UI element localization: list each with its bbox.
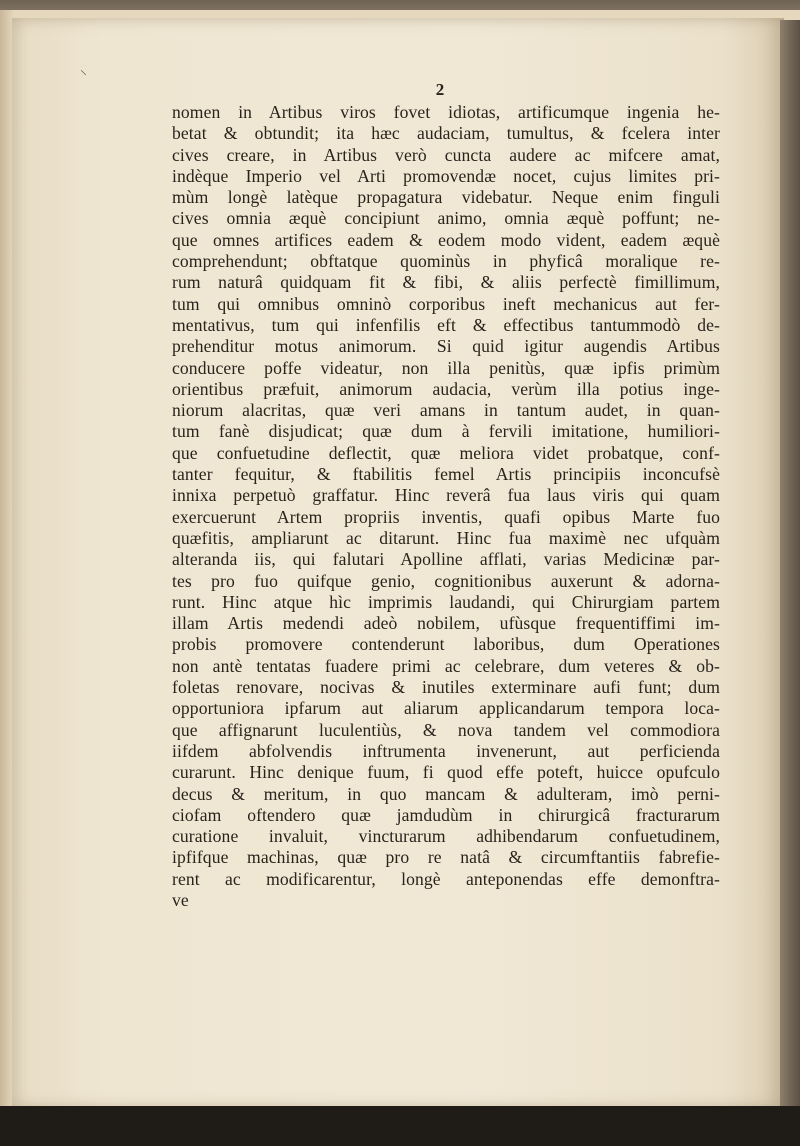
- text-line: tum fanè disjudicat; quæ dum à fervili imitatione, humiliori-: [172, 421, 720, 442]
- text-line: tum qui omnibus omninò corporibus ineft mechanicus aut fer-: [172, 293, 720, 314]
- text-line: rent ac modificarentur, longè anteponendas effe demonftra-: [172, 868, 720, 889]
- text-line: cives creare, in Artibus verò cuncta audere ac mifcere amat,: [172, 144, 720, 165]
- text-line: rum naturâ quidquam fit & fibi, & aliis perfectè fimillimum,: [172, 272, 720, 293]
- text-line: que affignarunt luculentiùs, & nova tandem vel commodiora: [172, 719, 720, 740]
- text-line: que omnes artifices eadem & eodem modo vident, eadem æquè: [172, 229, 720, 250]
- text-line: curatione invaluit, vincturarum adhibendarum confuetudinem,: [172, 826, 720, 847]
- text-line: tes pro fuo quifque genio, cognitionibus auxerunt & adorna-: [172, 570, 720, 591]
- page-gutter-shadow: [780, 20, 800, 1106]
- text-line: conducere poffe videatur, non illa penitùs, quæ ipfis primùm: [172, 357, 720, 378]
- text-line: innixa perpetuò graffatur. Hinc reverâ fua laus viris qui quam: [172, 485, 720, 506]
- text-line: illam Artis medendi adeò nobilem, ufùsque frequentiffimi im-: [172, 613, 720, 634]
- text-line: cives omnia æquè concipiunt animo, omnia æquè poffunt; ne-: [172, 208, 720, 229]
- text-line: orientibus præfuit, animorum audacia, verùm illa potius inge-: [172, 378, 720, 399]
- text-line: comprehendunt; obftatque quominùs in phyficâ moralique re-: [172, 251, 720, 272]
- text-line: non antè tentatas fuadere primi ac celebrare, dum veteres & ob-: [172, 655, 720, 676]
- text-line: iifdem abfolvendis inftrumenta invenerunt, aut perficienda: [172, 740, 720, 761]
- text-line: betat & obtundit; ita hæc audaciam, tumultus, & fcelera inter: [172, 123, 720, 144]
- text-line: decus & meritum, in quo mancam & adulteram, imò perni-: [172, 783, 720, 804]
- text-line: probis promovere contenderunt laboribus, dum Operationes: [172, 634, 720, 655]
- text-line: runt. Hinc atque hìc imprimis laudandi, qui Chirurgiam partem: [172, 591, 720, 612]
- text-line: nomen in Artibus viros fovet idiotas, artificumque ingenia he-: [172, 102, 720, 122]
- text-line: alteranda iis, qui falutari Apolline afflati, varias Medicinæ par-: [172, 549, 720, 570]
- text-line: ipfifque machinas, quæ pro re natâ & circumftantiis fabrefie-: [172, 847, 720, 868]
- text-line: indèque Imperio vel Arti promovendæ nocet, cujus limites pri-: [172, 165, 720, 186]
- text-line: tanter fequitur, & ftabilitis femel Artis principiis inconcufsè: [172, 464, 720, 485]
- text-line: niorum alacritas, quæ veri amans in tantum audet, in quan-: [172, 400, 720, 421]
- text-line: mùm longè latèque propagatura videbatur. Neque enim finguli: [172, 187, 720, 208]
- text-line: curarunt. Hinc denique fuum, fi quod effe poteft, huicce opufculo: [172, 762, 720, 783]
- book-bottom-edge: [0, 1106, 800, 1146]
- text-line: opportuniora ipfarum aut aliarum applicandarum tempora loca-: [172, 698, 720, 719]
- text-line: exercuerunt Artem propriis inventis, quafi opibus Marte fuo: [172, 506, 720, 527]
- page-number: 2: [435, 80, 445, 99]
- text-line: prehenditur motus animorum. Si quid igitur augendis Artibus: [172, 336, 720, 357]
- text-line: mentativus, tum qui infenfilis eft & effectibus tantummodò de-: [172, 314, 720, 335]
- text-line: ciofam oftendero quæ jamdudùm in chirurgicâ fracturarum: [172, 804, 720, 825]
- text-line: quæfitis, ampliarunt ac ditarunt. Hinc fua maximè nec ufquàm: [172, 527, 720, 548]
- margin-mark-icon: ⸌: [80, 69, 87, 84]
- text-line: foletas renovare, nocivas & inutiles exterminare aufi funt; dum: [172, 677, 720, 698]
- body-text: [172, 102, 720, 911]
- text-line: que confuetudine deflectit, quæ meliora videt probatque, conf-: [172, 442, 720, 463]
- text-line: ve: [172, 889, 189, 910]
